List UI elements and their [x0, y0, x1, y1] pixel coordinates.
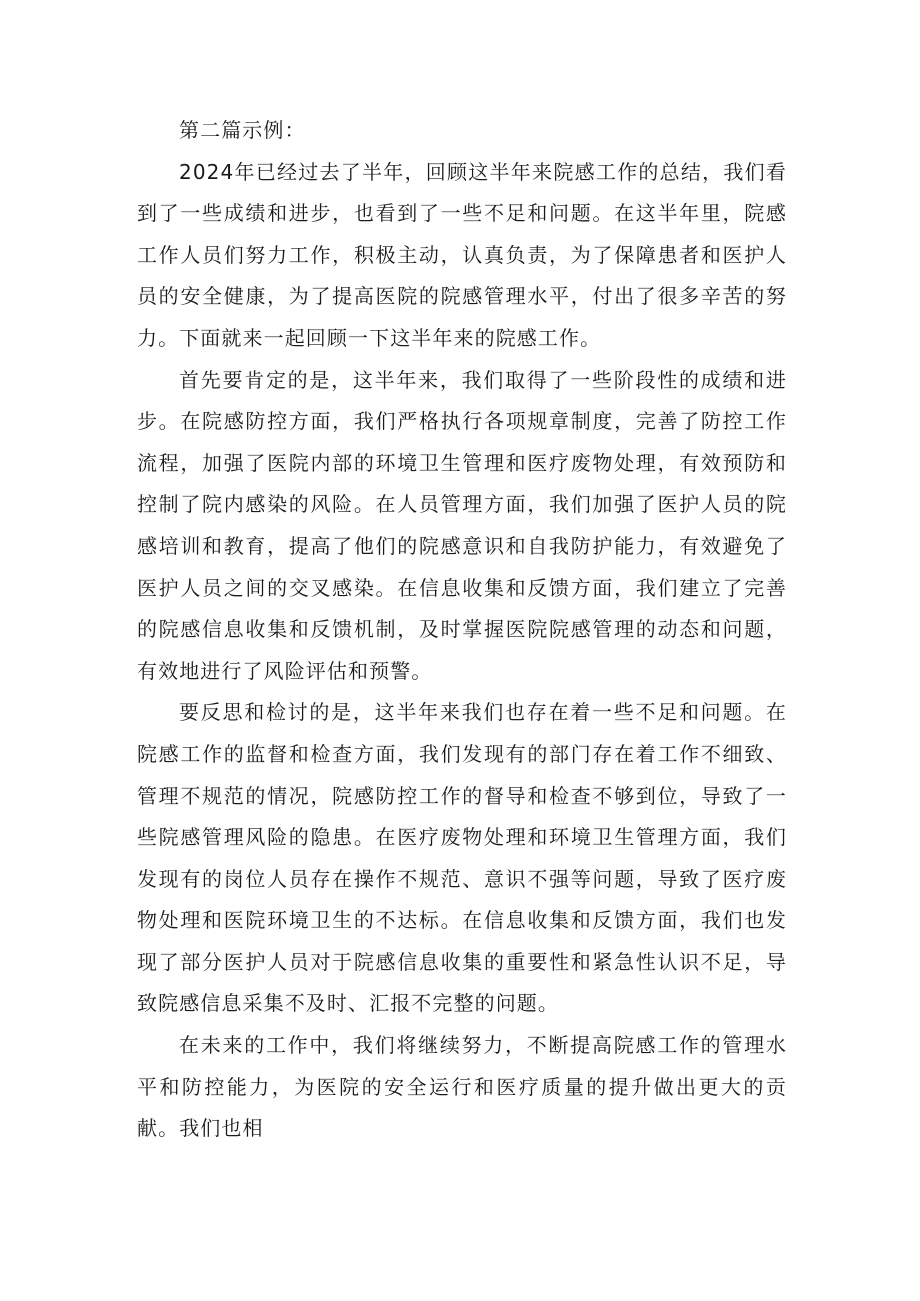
document-body	[137, 110, 787, 1150]
paragraph-shortcomings: 要反思和检讨的是，这半年来我们也存在着一些不足和问题。在院感工作的监督和检查方面，我们发现有的部门存在着工作不细致、管理不规范的情况，院感防控工作的督导和检查不够到位，导致了一些院感管理风险的隐患。在医疗废物处理和环境卫生管理方面，我们发现有的岗位人员存在操作不规范、意识不强等问题，导致了医疗废物处理和医院环境卫生的不达标。在信息收集和反馈方面，我们也发现了部分医护人员对于院感信息收集的重要性和紧急性认识不足，导致院感信息采集不及时、汇报不完整的问题。	[137, 700, 787, 1016]
paragraph-future-work: 在未来的工作中，我们将继续努力，不断提高院感工作的管理水平和防控能力，为医院的安全运行和医疗质量的提升做出更大的贡献。我们也相	[137, 1033, 787, 1141]
paragraph-review-intro: 2024年已经过去了半年，回顾这半年来院感工作的总结，我们看到了一些成绩和进步，也看到了一些不足和问题。在这半年里，院感工作人员们努力工作，积极主动，认真负责，为了保障患者和医护人员的安全健康，为了提高医院的院感管理水平，付出了很多辛苦的努力。下面就来一起回顾一下这半年来的院感工作。	[137, 159, 787, 350]
section-heading: 第二篇示例：	[179, 118, 306, 142]
paragraph-achievements: 首先要肯定的是，这半年来，我们取得了一些阶段性的成绩和进步。在院感防控方面，我们严格执行各项规章制度，完善了防控工作流程，加强了医院内部的环境卫生管理和医疗废物处理，有效预防和控制了院内感染的风险。在人员管理方面，我们加强了医护人员的院感培训和教育，提高了他们的院感意识和自我防护能力，有效避免了医护人员之间的交叉感染。在信息收集和反馈方面，我们建立了完善的院感信息收集和反馈机制，及时掌握医院院感管理的动态和问题，有效地进行了风险评估和预警。	[137, 367, 787, 683]
